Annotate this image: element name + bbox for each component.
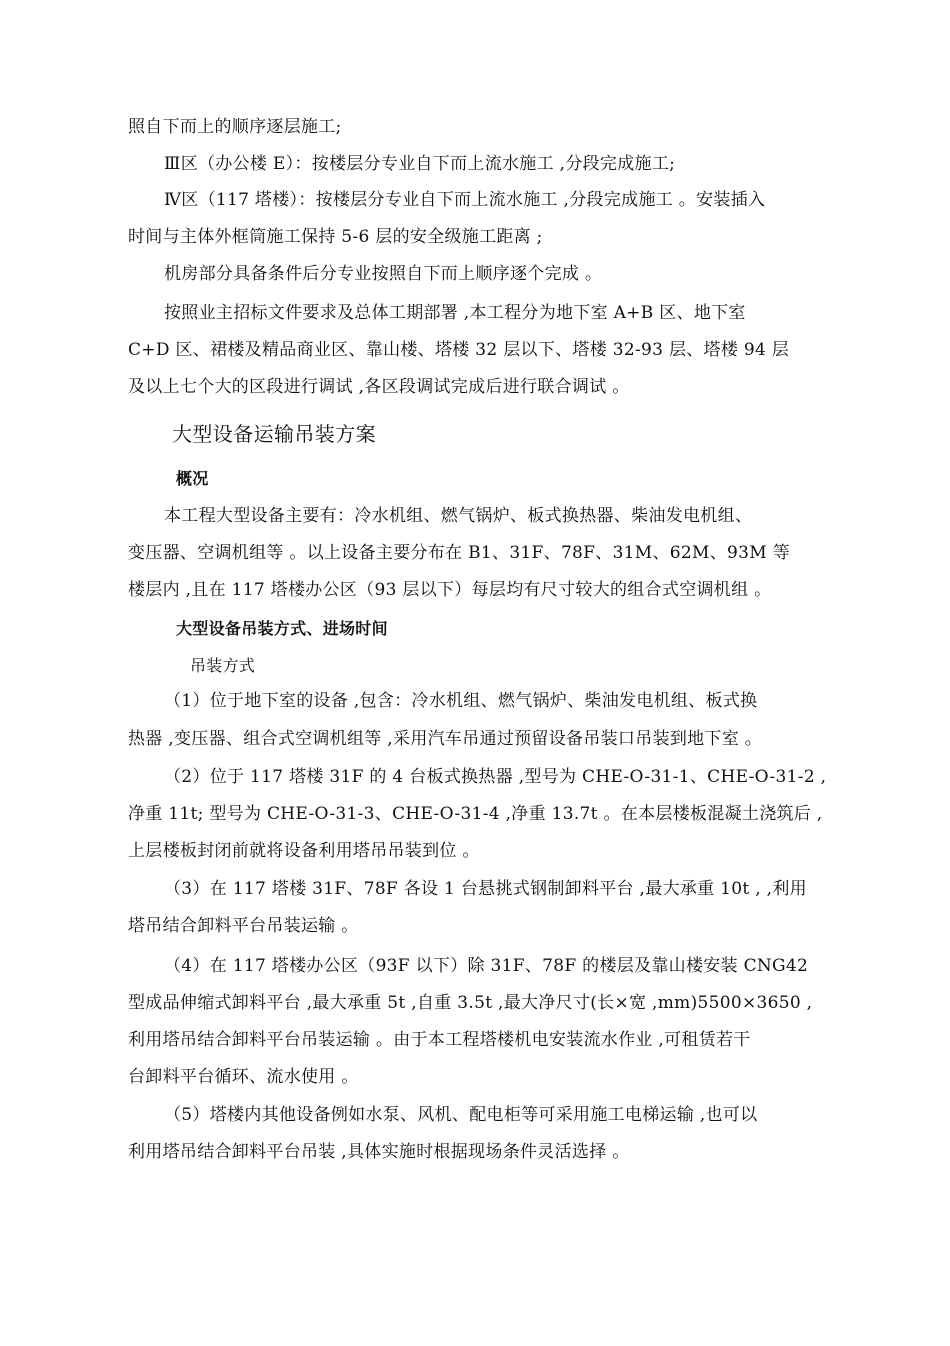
commissioning-line-end: 及以上七个大的区段进行调试 ,各区段调试完成后进行联合调试 。 <box>128 377 630 397</box>
item-1-line-cont: 热器 ,变压器、组合式空调机组等 ,采用汽车吊通过预留设备吊装口吊装到地下室 。 <box>128 729 763 749</box>
item-5-line-cont: 利用塔吊结合卸料平台吊装 ,具体实施时根据现场条件灵活选择 。 <box>128 1142 630 1162</box>
overview-heading: 概况 <box>176 469 209 488</box>
item-3-line-cont: 塔吊结合卸料平台吊装运输 。 <box>128 916 359 936</box>
paragraph-line: 照自下而上的顺序逐层施工; <box>128 117 342 137</box>
item-4-line-end: 台卸料平台循环、流水使用 。 <box>128 1067 359 1087</box>
commissioning-line: 按照业主招标文件要求及总体工期部署 ,本工程分为地下室 A+B 区、地下室 <box>164 303 746 323</box>
item-3-line: （3）在 117 塔楼 31F、78F 各设 1 台悬挑式钢制卸料平台 ,最大承重 10t , ,利用 <box>164 879 807 899</box>
method-heading: 大型设备吊装方式、进场时间 <box>176 619 388 638</box>
method-subheading: 吊装方式 <box>190 656 256 675</box>
commissioning-line-cont: C+D 区、裙楼及精品商业区、靠山楼、塔楼 32 层以下、塔楼 32-93 层、塔楼 94 层 <box>128 340 790 360</box>
item-4-line-cont: 型成品伸缩式卸料平台 ,最大承重 5t ,自重 3.5t ,最大净尺寸(长×宽 ,mm)5500×3650 , <box>128 993 813 1013</box>
overview-line: 本工程大型设备主要有：冷水机组、燃气锅炉、板式换热器、柴油发电机组、 <box>164 506 753 526</box>
section-title: 大型设备运输吊装方案 <box>172 422 376 446</box>
overview-line-cont: 变压器、空调机组等 。以上设备主要分布在 B1、31F、78F、31M、62M、93M 等 <box>128 543 790 563</box>
item-1-line: （1）位于地下室的设备 ,包含：冷水机组、燃气锅炉、柴油发电机组、板式换 <box>164 691 758 711</box>
item-2-line-cont: 净重 11t; 型号为 CHE-O-31-3、CHE-O-31-4 ,净重 13.7t 。在本层楼板混凝土浇筑后 , <box>128 804 823 824</box>
zone-4-line: Ⅳ区（117 塔楼）：按楼层分专业自下而上流水施工 ,分段完成施工 。安装插入 <box>164 190 766 210</box>
item-5-line: （5）塔楼内其他设备例如水泵、风机、配电柜等可采用施工电梯运输 ,也可以 <box>164 1105 758 1125</box>
item-2-line-end: 上层楼板封闭前就将设备利用塔吊吊装到位 。 <box>128 841 480 861</box>
overview-line-end: 楼层内 ,且在 117 塔楼办公区（93 层以下）每层均有尺寸较大的组合式空调机组 。 <box>128 580 772 600</box>
item-2-line: （2）位于 117 塔楼 31F 的 4 台板式换热器 ,型号为 CHE-O-31-1、CHE-O-31-2 , <box>164 767 827 787</box>
zone-3-line: Ⅲ区（办公楼 E）：按楼层分专业自下而上流水施工 ,分段完成施工; <box>164 154 676 174</box>
item-4-line-cont2: 利用塔吊结合卸料平台吊装运输 。由于本工程塔楼机电安装流水作业 ,可租赁若干 <box>128 1030 751 1050</box>
item-4-line: （4）在 117 塔楼办公区（93F 以下）除 31F、78F 的楼层及靠山楼安装 CNG42 <box>164 956 809 976</box>
machine-room-line: 机房部分具备条件后分专业按照自下而上顺序逐个完成 。 <box>164 264 603 284</box>
zone-4-line-cont: 时间与主体外框筒施工保持 5-6 层的安全级施工距离 ; <box>128 227 543 247</box>
